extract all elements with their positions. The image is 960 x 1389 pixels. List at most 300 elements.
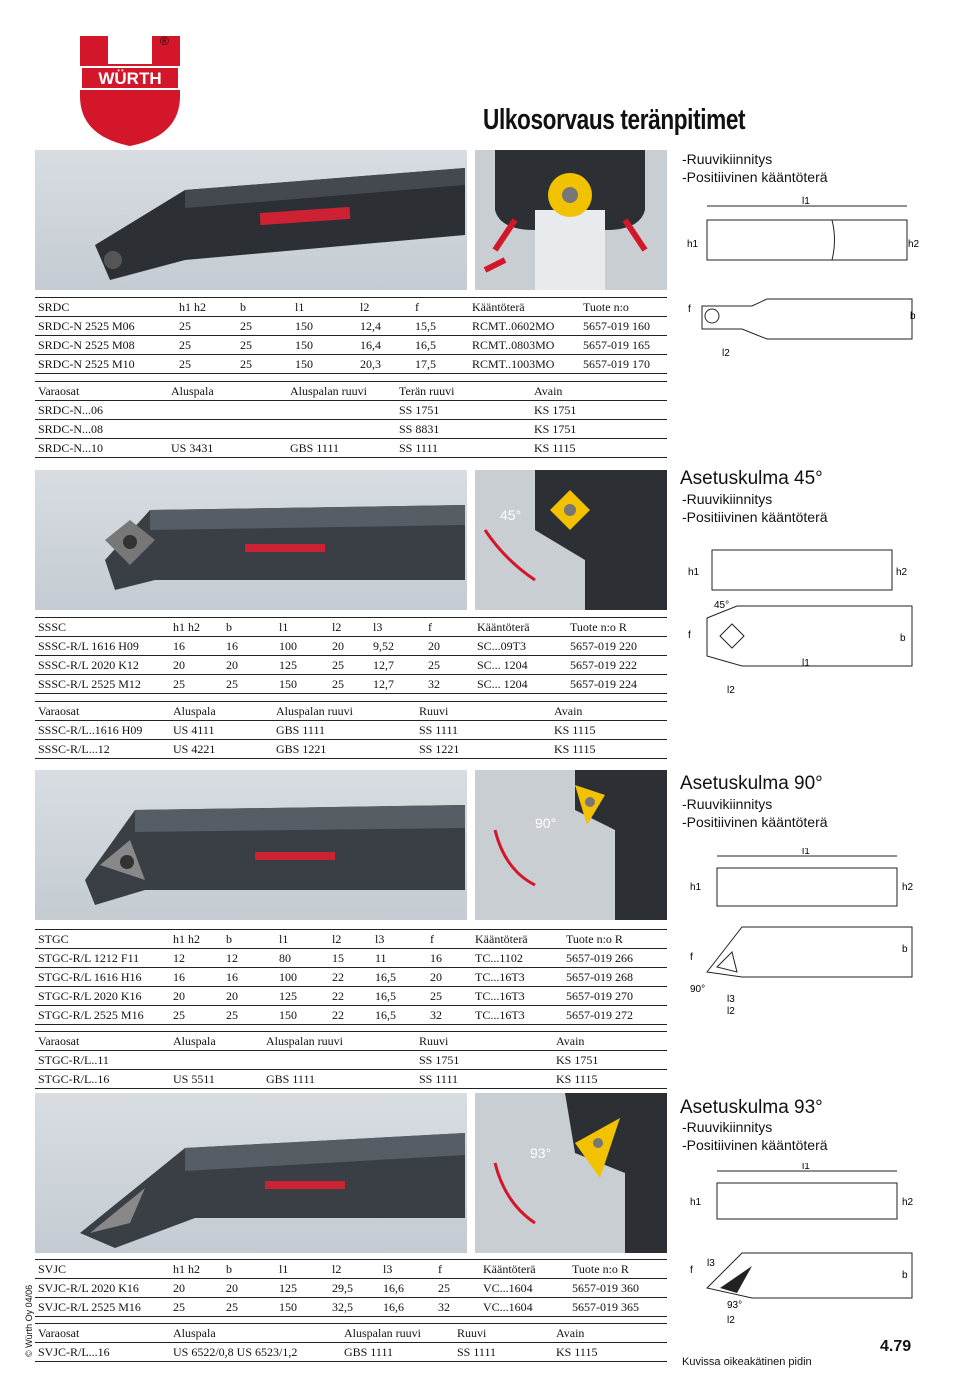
label: l2 <box>727 1006 735 1017</box>
note-line: -Ruuvikiinnitys <box>682 491 773 507</box>
table-cell: Ruuvi <box>454 1324 553 1343</box>
table-cell: 150 <box>292 317 357 336</box>
table-cell <box>168 401 287 420</box>
table-cell: Tuote n:o R <box>567 618 667 637</box>
table-cell: 16,5 <box>372 987 427 1006</box>
table-cell: US 6522/0,8 US 6523/1,2 <box>170 1343 341 1362</box>
svjc-inset-photo <box>475 1093 667 1253</box>
header-cell: f <box>412 298 469 317</box>
table-cell: 150 <box>276 675 329 694</box>
table-cell: l3 <box>372 930 427 949</box>
table-cell: Ruuvi <box>416 702 551 721</box>
table-cell: SS 1111 <box>396 439 531 458</box>
table-cell: Terän ruuvi <box>396 382 531 401</box>
angle-title-45: Asetuskulma 45° <box>680 468 823 489</box>
note-line: -Ruuvikiinnitys <box>682 151 773 167</box>
table-cell: 16 <box>170 968 223 987</box>
table-cell: GBS 1111 <box>341 1343 454 1362</box>
note-line: -Positiivinen kääntöterä <box>682 509 828 525</box>
table-row <box>35 420 667 439</box>
table-cell: SSSC-R/L..1616 H09 <box>35 721 170 740</box>
table-cell: 16,6 <box>380 1298 435 1317</box>
table-cell: 12 <box>170 949 223 968</box>
angle-label: 45° <box>500 507 522 523</box>
sssc-spec-table <box>35 617 667 694</box>
table-cell: Aluspalan ruuvi <box>263 1032 416 1051</box>
label: l2 <box>727 685 735 696</box>
note-line: -Positiivinen kääntöterä <box>682 814 828 830</box>
svjc-top-drawing <box>682 1248 922 1328</box>
label: h1 <box>688 567 700 578</box>
table-header <box>35 298 667 317</box>
label: b <box>910 311 916 322</box>
table-cell: KS 1751 <box>531 420 667 439</box>
sssc-top-drawing <box>682 596 922 700</box>
table-row <box>35 721 667 740</box>
table-cell: l1 <box>276 930 329 949</box>
table-row <box>35 740 667 759</box>
table-cell: 150 <box>292 355 357 374</box>
table-row <box>35 949 667 968</box>
header-cell: Kääntöterä <box>469 298 580 317</box>
stgc-inset-photo <box>475 770 667 920</box>
table-cell: GBS 1111 <box>273 721 416 740</box>
table-cell: Avain <box>551 702 667 721</box>
table-cell: 20 <box>427 968 472 987</box>
table-header <box>35 1260 667 1279</box>
table-cell: STGC <box>35 930 170 949</box>
note-line: -Ruuvikiinnitys <box>682 796 773 812</box>
table-cell: STGC-R/L 2525 M16 <box>35 1006 170 1025</box>
table-cell: l2 <box>329 1260 380 1279</box>
table-cell: b <box>223 618 276 637</box>
footnote: Kuvissa oikeakätinen pidin <box>682 1356 812 1368</box>
table-cell: 20 <box>170 656 223 675</box>
table-cell: l2 <box>329 618 370 637</box>
header-cell: b <box>237 298 292 317</box>
table-cell: 32 <box>427 1006 472 1025</box>
stgc-top-drawing <box>682 922 922 1018</box>
table-cell: 150 <box>276 1298 329 1317</box>
table-cell: TC...16T3 <box>472 968 563 987</box>
table-cell: SSSC <box>35 618 170 637</box>
table-cell: 25 <box>223 1006 276 1025</box>
table-cell: 25 <box>176 355 237 374</box>
table-header <box>35 382 667 401</box>
label: l1 <box>802 196 810 207</box>
table-cell: STGC-R/L 1212 F11 <box>35 949 170 968</box>
sssc-parts-table <box>35 701 667 759</box>
table-cell: 17,5 <box>412 355 469 374</box>
table-cell: 20 <box>223 1279 276 1298</box>
note-line: -Positiivinen kääntöterä <box>682 169 828 185</box>
table-cell: 5657-019 268 <box>563 968 667 987</box>
label: l3 <box>707 1258 715 1269</box>
table-cell: l3 <box>380 1260 435 1279</box>
svjc-spec-table <box>35 1259 667 1317</box>
label: l2 <box>722 348 730 359</box>
table-header <box>35 1324 667 1343</box>
table-row <box>35 637 667 656</box>
table-cell: h1 h2 <box>170 1260 223 1279</box>
table-cell: 5657-019 170 <box>580 355 667 374</box>
table-cell: 25 <box>435 1279 480 1298</box>
table-cell: SRDC-N...08 <box>35 420 168 439</box>
table-cell: SC...09T3 <box>474 637 567 656</box>
sssc-tool-photo <box>35 470 467 610</box>
table-cell: SRDC-N 2525 M06 <box>35 317 176 336</box>
table-header <box>35 618 667 637</box>
angle-label: 90° <box>535 815 557 831</box>
table-cell: 25 <box>329 656 370 675</box>
table-cell: Aluspala <box>170 1032 263 1051</box>
table-cell: Kääntöterä <box>474 618 567 637</box>
label: 45° <box>714 600 730 611</box>
table-cell: Varaosat <box>35 382 168 401</box>
table-cell: 25 <box>176 336 237 355</box>
table-cell: VC...1604 <box>480 1298 569 1317</box>
note-line: -Positiivinen kääntöterä <box>682 1137 828 1153</box>
table-cell: SRDC-N 2525 M08 <box>35 336 176 355</box>
table-cell: Avain <box>553 1324 667 1343</box>
table-cell: 16,5 <box>412 336 469 355</box>
label: h2 <box>902 1197 914 1208</box>
table-cell: Tuote n:o R <box>569 1260 667 1279</box>
sssc-side-drawing <box>682 545 922 595</box>
table-cell: 16,5 <box>372 1006 427 1025</box>
table-cell: 5657-019 272 <box>563 1006 667 1025</box>
table-cell: Aluspala <box>168 382 287 401</box>
table-cell: 5657-019 222 <box>567 656 667 675</box>
srdc-inset-photo <box>475 150 667 290</box>
table-cell: 16,5 <box>372 968 427 987</box>
table-cell: h1 h2 <box>170 618 223 637</box>
page-number: 4.79 <box>880 1338 912 1355</box>
table-cell: b <box>223 1260 276 1279</box>
stgc-side-drawing <box>682 848 922 908</box>
table-cell: SS 1111 <box>416 1070 553 1089</box>
registered-mark: ® <box>160 34 169 48</box>
table-cell: Varaosat <box>35 1032 170 1051</box>
table-cell: 25 <box>176 317 237 336</box>
table-cell: l1 <box>276 1260 329 1279</box>
label: l1 <box>802 658 810 669</box>
table-cell: GBS 1221 <box>273 740 416 759</box>
srdc-side-drawing <box>682 192 922 272</box>
table-cell: Aluspala <box>170 1324 341 1343</box>
table-row <box>35 968 667 987</box>
label: l3 <box>727 994 735 1005</box>
table-row <box>35 355 667 374</box>
table-cell: GBS 1111 <box>287 439 396 458</box>
table-cell: US 4221 <box>170 740 273 759</box>
table-cell <box>170 1051 263 1070</box>
table-cell: Aluspala <box>170 702 273 721</box>
label: b <box>902 1270 908 1281</box>
svjc-side-drawing <box>682 1163 922 1221</box>
table-cell: l1 <box>276 618 329 637</box>
table-cell: TC...16T3 <box>472 1006 563 1025</box>
wurth-logo <box>80 36 180 146</box>
table-cell: 25 <box>223 675 276 694</box>
table-cell: 5657-019 360 <box>569 1279 667 1298</box>
table-cell: 25 <box>170 675 223 694</box>
table-cell: KS 1115 <box>553 1070 667 1089</box>
table-cell: SVJC <box>35 1260 170 1279</box>
label: l2 <box>727 1315 735 1326</box>
table-cell: 25 <box>237 317 292 336</box>
table-cell: 25 <box>237 336 292 355</box>
stgc-tool-photo <box>35 770 467 920</box>
table-cell: SS 1751 <box>396 401 531 420</box>
table-cell: Varaosat <box>35 702 170 721</box>
table-cell: 100 <box>276 637 329 656</box>
label: b <box>902 944 908 955</box>
table-cell: SSSC-R/L 2020 K12 <box>35 656 170 675</box>
srdc-tool-photo <box>35 150 467 290</box>
table-cell: l3 <box>370 618 425 637</box>
table-cell: 125 <box>276 987 329 1006</box>
table-cell: KS 1115 <box>531 439 667 458</box>
table-cell: SRDC-N...06 <box>35 401 168 420</box>
table-cell: 100 <box>276 968 329 987</box>
table-cell: 5657-019 220 <box>567 637 667 656</box>
table-cell: STGC-R/L 2020 K16 <box>35 987 170 1006</box>
table-row <box>35 1051 667 1070</box>
table-row <box>35 1279 667 1298</box>
table-cell: RCMT..1003MO <box>469 355 580 374</box>
header-cell: l2 <box>357 298 412 317</box>
table-row <box>35 675 667 694</box>
table-cell: 12,7 <box>370 656 425 675</box>
page-title: Ulkosorvaus teränpitimet <box>483 104 746 136</box>
label: h1 <box>687 239 699 250</box>
table-cell: f <box>435 1260 480 1279</box>
table-cell: 29,5 <box>329 1279 380 1298</box>
table-cell: 25 <box>223 1298 276 1317</box>
table-cell: 22 <box>329 987 372 1006</box>
table-cell: 9,52 <box>370 637 425 656</box>
table-row <box>35 401 667 420</box>
angle-title-93: Asetuskulma 93° <box>680 1097 823 1118</box>
table-cell: TC...1102 <box>472 949 563 968</box>
header-cell: SRDC <box>35 298 176 317</box>
angle-label: 93° <box>530 1145 552 1161</box>
table-cell: l2 <box>329 930 372 949</box>
table-cell: KS 1115 <box>551 740 667 759</box>
label: l1 <box>802 1163 810 1172</box>
label: 93° <box>727 1300 743 1311</box>
table-cell: Aluspalan ruuvi <box>287 382 396 401</box>
table-cell: 25 <box>329 675 370 694</box>
table-cell: SS 1111 <box>416 721 551 740</box>
table-cell: 11 <box>372 949 427 968</box>
table-cell: RCMT..0803MO <box>469 336 580 355</box>
label: 90° <box>690 984 706 995</box>
table-cell: SS 8831 <box>396 420 531 439</box>
note-line: -Ruuvikiinnitys <box>682 1119 773 1135</box>
table-row <box>35 1343 667 1362</box>
table-header <box>35 930 667 949</box>
table-cell: SSSC-R/L 1616 H09 <box>35 637 170 656</box>
table-cell: 15 <box>329 949 372 968</box>
table-cell: 20 <box>170 987 223 1006</box>
table-cell: 25 <box>237 355 292 374</box>
table-cell: SVJC-R/L...16 <box>35 1343 170 1362</box>
table-cell: KS 1115 <box>553 1343 667 1362</box>
header-cell: h1 h2 <box>176 298 237 317</box>
table-cell: 22 <box>329 1006 372 1025</box>
table-cell: f <box>427 930 472 949</box>
table-cell: 80 <box>276 949 329 968</box>
table-row <box>35 336 667 355</box>
table-cell: US 4111 <box>170 721 273 740</box>
table-cell: GBS 1111 <box>263 1070 416 1089</box>
table-cell: 32,5 <box>329 1298 380 1317</box>
table-cell: 25 <box>170 1298 223 1317</box>
table-cell: 5657-019 165 <box>580 336 667 355</box>
table-cell: STGC-R/L 1616 H16 <box>35 968 170 987</box>
table-cell: 150 <box>276 1006 329 1025</box>
srdc-parts-table <box>35 381 667 458</box>
table-cell: 20 <box>425 637 474 656</box>
table-cell: SSSC-R/L...12 <box>35 740 170 759</box>
svjc-tool-photo <box>35 1093 467 1253</box>
label: l1 <box>802 848 810 857</box>
table-cell: 12,7 <box>370 675 425 694</box>
table-cell: KS 1115 <box>551 721 667 740</box>
label: h2 <box>902 882 914 893</box>
table-cell: STGC-R/L..11 <box>35 1051 170 1070</box>
table-cell: Varaosat <box>35 1324 170 1343</box>
svjc-parts-table <box>35 1323 667 1362</box>
table-cell: Kääntöterä <box>480 1260 569 1279</box>
table-cell: RCMT..0602MO <box>469 317 580 336</box>
header-cell: l1 <box>292 298 357 317</box>
label: h1 <box>690 882 702 893</box>
table-cell: Aluspalan ruuvi <box>273 702 416 721</box>
table-cell: TC...16T3 <box>472 987 563 1006</box>
table-row <box>35 656 667 675</box>
label: f <box>690 952 693 963</box>
label: h2 <box>908 239 920 250</box>
table-cell: 25 <box>427 987 472 1006</box>
table-cell: SRDC-N 2525 M10 <box>35 355 176 374</box>
table-cell: SS 1221 <box>416 740 551 759</box>
srdc-spec-table <box>35 297 667 374</box>
stgc-spec-table <box>35 929 667 1025</box>
logo-text: WÜRTH <box>98 69 162 88</box>
table-cell: 150 <box>292 336 357 355</box>
label: h1 <box>690 1197 702 1208</box>
table-cell: 16,4 <box>357 336 412 355</box>
table-cell: SC... 1204 <box>474 675 567 694</box>
label: b <box>900 633 906 644</box>
table-cell: Kääntöterä <box>472 930 563 949</box>
table-header <box>35 1032 667 1051</box>
table-cell: Tuote n:o R <box>563 930 667 949</box>
table-cell: 16 <box>170 637 223 656</box>
table-cell: 5657-019 160 <box>580 317 667 336</box>
table-cell: h1 h2 <box>170 930 223 949</box>
table-cell: 22 <box>329 968 372 987</box>
table-row <box>35 1006 667 1025</box>
table-header <box>35 702 667 721</box>
table-cell: 32 <box>425 675 474 694</box>
table-cell <box>287 401 396 420</box>
copyright: © Würth Oy 04/06 <box>24 1284 34 1357</box>
table-cell: 25 <box>170 1006 223 1025</box>
table-cell: SC... 1204 <box>474 656 567 675</box>
table-cell: 32 <box>435 1298 480 1317</box>
table-cell: 5657-019 224 <box>567 675 667 694</box>
label: h2 <box>896 567 908 578</box>
table-cell: 15,5 <box>412 317 469 336</box>
table-cell: SS 1751 <box>416 1051 553 1070</box>
label: f <box>688 304 691 315</box>
table-cell: 16,6 <box>380 1279 435 1298</box>
table-cell: US 3431 <box>168 439 287 458</box>
table-cell <box>168 420 287 439</box>
header-cell: Tuote n:o <box>580 298 667 317</box>
table-cell: SVJC-R/L 2020 K16 <box>35 1279 170 1298</box>
table-row <box>35 439 667 458</box>
table-cell: 25 <box>425 656 474 675</box>
table-cell: 16 <box>223 637 276 656</box>
table-cell: 16 <box>427 949 472 968</box>
table-cell <box>263 1051 416 1070</box>
table-cell: 20 <box>223 656 276 675</box>
stgc-parts-table <box>35 1031 667 1089</box>
table-cell: SRDC-N...10 <box>35 439 168 458</box>
table-cell: 20 <box>329 637 370 656</box>
table-cell: Avain <box>531 382 667 401</box>
srdc-top-drawing <box>682 294 922 366</box>
table-cell: 20 <box>170 1279 223 1298</box>
label: f <box>688 630 691 641</box>
table-cell: 12 <box>223 949 276 968</box>
table-cell <box>287 420 396 439</box>
table-cell: KS 1751 <box>553 1051 667 1070</box>
table-cell: VC...1604 <box>480 1279 569 1298</box>
table-cell: 5657-019 270 <box>563 987 667 1006</box>
table-cell: Avain <box>553 1032 667 1051</box>
table-cell: STGC-R/L..16 <box>35 1070 170 1089</box>
table-cell: Aluspalan ruuvi <box>341 1324 454 1343</box>
sssc-inset-photo <box>475 470 667 610</box>
table-cell: 125 <box>276 1279 329 1298</box>
table-cell: 5657-019 266 <box>563 949 667 968</box>
table-cell: SVJC-R/L 2525 M16 <box>35 1298 170 1317</box>
table-cell: Ruuvi <box>416 1032 553 1051</box>
table-cell: 5657-019 365 <box>569 1298 667 1317</box>
table-cell: 20 <box>223 987 276 1006</box>
table-row <box>35 1070 667 1089</box>
table-cell: US 5511 <box>170 1070 263 1089</box>
label: f <box>690 1265 693 1276</box>
table-cell: f <box>425 618 474 637</box>
table-cell: SSSC-R/L 2525 M12 <box>35 675 170 694</box>
table-cell: 20,3 <box>357 355 412 374</box>
table-row <box>35 317 667 336</box>
table-row <box>35 1298 667 1317</box>
angle-title-90: Asetuskulma 90° <box>680 773 823 794</box>
table-cell: KS 1751 <box>531 401 667 420</box>
table-cell: 125 <box>276 656 329 675</box>
table-row <box>35 987 667 1006</box>
table-cell: 12,4 <box>357 317 412 336</box>
table-cell: SS 1111 <box>454 1343 553 1362</box>
